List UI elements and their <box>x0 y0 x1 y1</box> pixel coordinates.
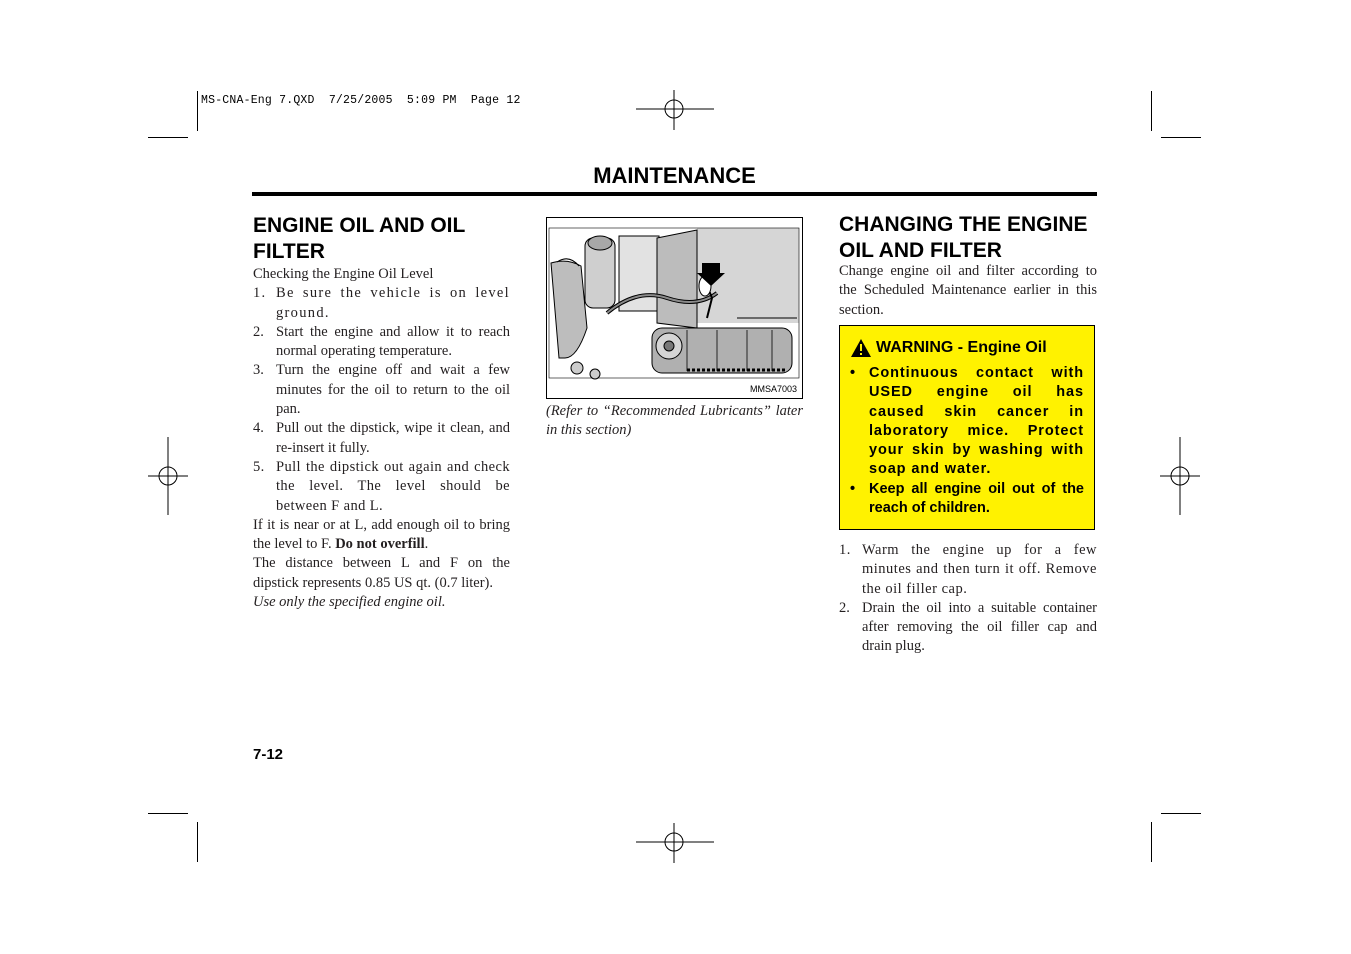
registration-mark-bottom <box>636 823 714 863</box>
checking-steps <box>253 284 510 516</box>
registration-mark-top <box>636 90 714 130</box>
list-item: 4. Pull out the dipstick, wipe it clean, and re-insert it fully. <box>253 420 510 456</box>
engine-illustration <box>547 218 802 398</box>
figure-code: MMSA7003 <box>749 384 797 394</box>
figure-caption: (Refer to “Recommended Lubricants” later in this section) <box>546 403 803 439</box>
registration-mark-right <box>1160 437 1200 515</box>
registration-mark-left <box>148 437 188 515</box>
list-item: • Continuous contact with USED engine oil has caused skin cancer in laboratory mice. Protect your skin by washing with soap and water. <box>850 365 1084 478</box>
changing-steps-block <box>839 541 1097 657</box>
dipstick-note: The distance between L and F on the dipstick represents 0.85 US qt. (0.7 liter). <box>253 555 510 591</box>
list-item: 2. Drain the oil into a suitable container after removing the oil filler cap and drain plug. <box>839 599 1097 655</box>
section-title: MAINTENANCE <box>593 163 756 188</box>
section-rule <box>252 192 1097 196</box>
list-item: 2. Start the engine and allow it to reach normal operating temperature. <box>253 323 510 360</box>
heading-changing-oil: CHANGING THE ENGINE OIL AND FILTER <box>839 213 1088 262</box>
changing-steps <box>839 541 1097 657</box>
warning-box <box>839 325 1095 530</box>
left-column-body <box>253 265 510 612</box>
heading-engine-oil: ENGINE OIL AND OIL FILTER <box>253 214 465 263</box>
list-item: 3. Turn the engine off and wait a few minutes for the oil to return to the oil pan. <box>253 362 510 418</box>
print-slug: MS-CNA-Eng 7.QXD 7/25/2005 5:09 PM Page 12 <box>201 94 521 107</box>
warning-triangle-icon <box>850 338 872 358</box>
list-item: 1. Warm the engine up for a few minutes and then turn it off. Remove the oil filler cap. <box>839 542 1097 597</box>
warning-title: WARNING - Engine Oil <box>850 338 1084 358</box>
engine-figure <box>546 217 803 399</box>
subheading-checking: Checking the Engine Oil Level <box>253 266 434 282</box>
specified-oil-note: Use only the specified engine oil. <box>253 594 446 611</box>
changing-intro: Change engine oil and filter according to the Scheduled Maintenance earlier in this section. <box>839 263 1097 318</box>
list-item: • Keep all engine oil out of the reach of children. <box>850 480 1084 517</box>
list-item: 1. Be sure the vehicle is on level ground. <box>253 285 510 321</box>
list-item: 5. Pull the dipstick out again and check the level. The level should be between F and L. <box>253 458 510 514</box>
page-number: 7-12 <box>253 746 284 763</box>
overfill-note: If it is near or at L, add enough oil to bring the level to F. Do not overfill. <box>253 516 510 553</box>
warning-list <box>850 364 1084 518</box>
